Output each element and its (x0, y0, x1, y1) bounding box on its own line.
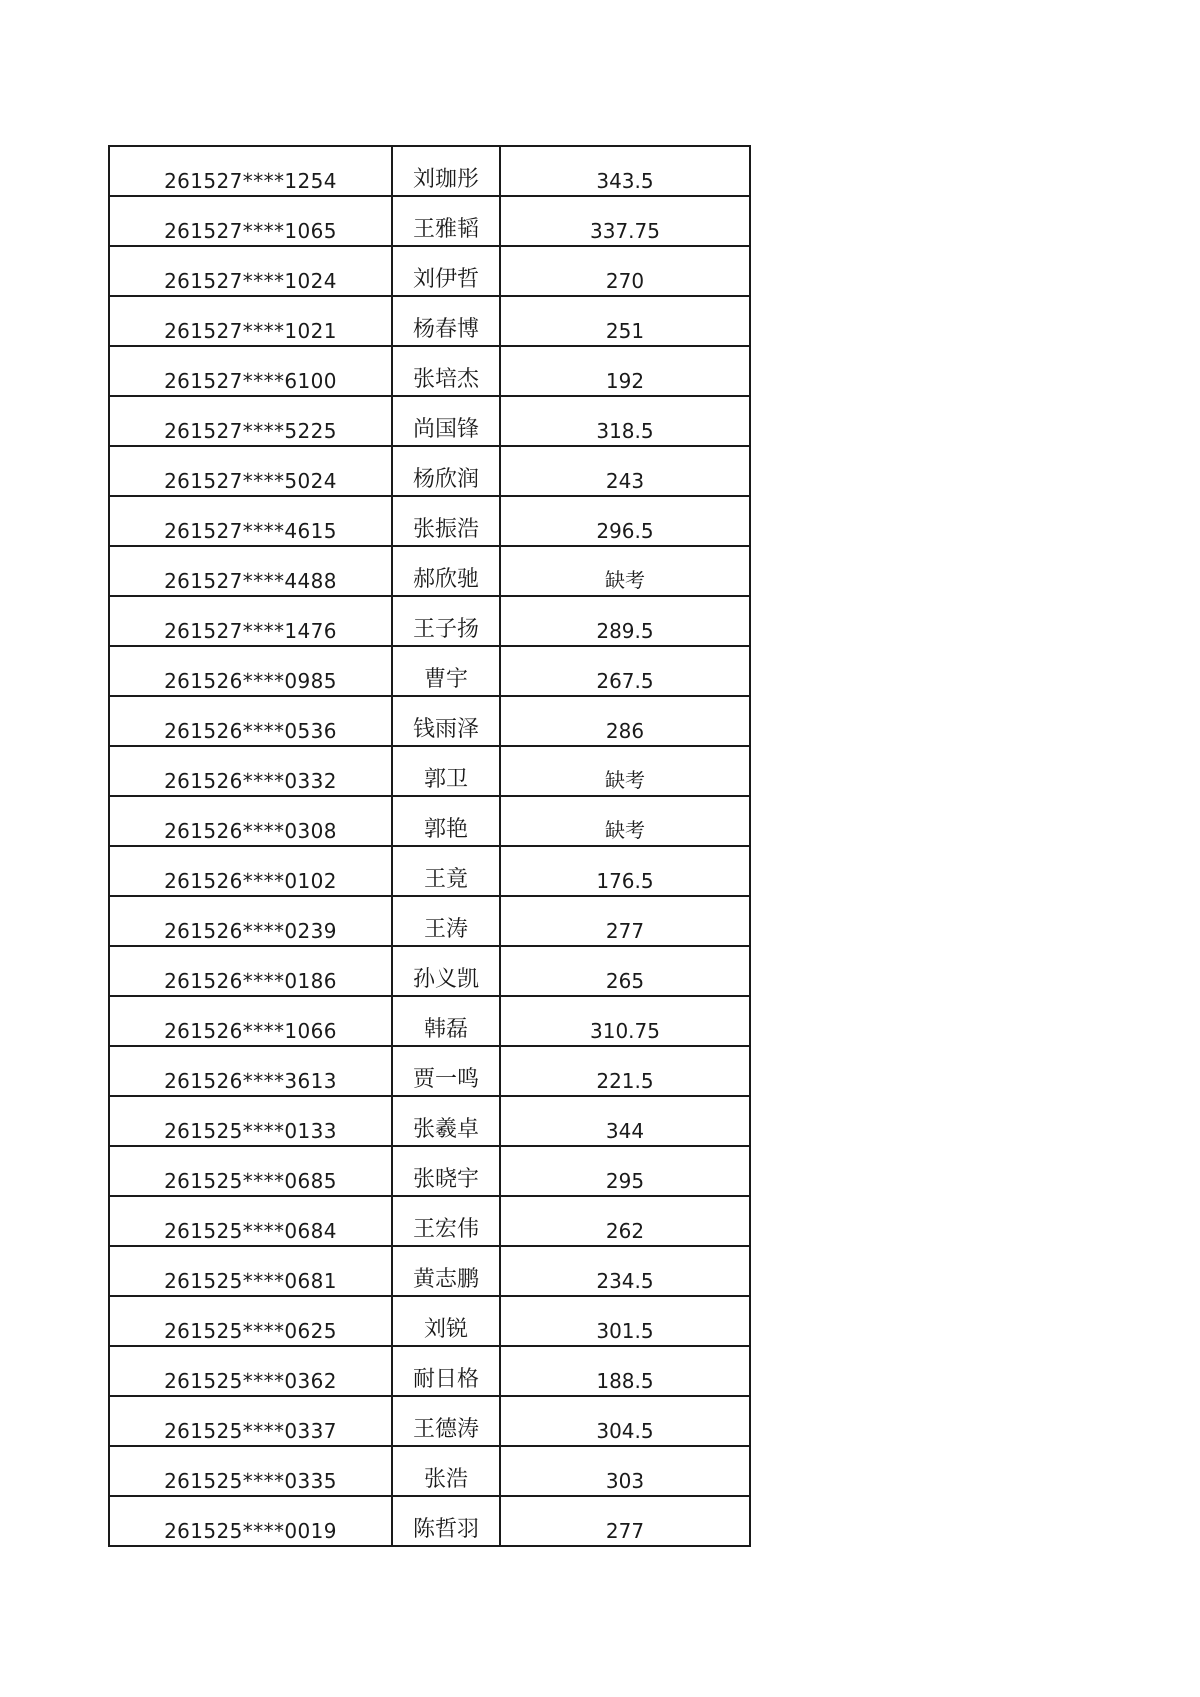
candidate-name-cell-text: 黄志鹏 (412, 1267, 479, 1292)
exam-number-cell (109, 296, 392, 346)
candidate-name-cell (392, 1346, 500, 1396)
exam-number-cell (109, 996, 392, 1046)
candidate-name-cell (392, 996, 500, 1046)
exam-number-cell-text: 261527****1021 (164, 319, 337, 343)
table-row (109, 296, 750, 346)
exam-number-cell-text: 261525****0685 (164, 1169, 337, 1193)
exam-number-cell (109, 346, 392, 396)
candidate-name-cell-text: 郭艳 (423, 817, 468, 842)
score-cell-text: 303 (605, 1469, 645, 1493)
score-cell (500, 646, 750, 696)
exam-number-cell-text: 261526****0239 (164, 919, 337, 943)
exam-number-cell-text: 261525****0684 (164, 1219, 337, 1243)
table-row (109, 196, 750, 246)
exam-number-cell (109, 1446, 392, 1496)
score-cell (500, 296, 750, 346)
candidate-name-cell-text: 王子扬 (412, 617, 479, 642)
exam-number-cell (109, 546, 392, 596)
score-cell (500, 1446, 750, 1496)
exam-number-cell (109, 1046, 392, 1096)
score-cell (500, 1396, 750, 1446)
score-cell-text: 296.5 (596, 519, 654, 543)
table-row (109, 746, 750, 796)
exam-number-cell (109, 1146, 392, 1196)
exam-number-cell-text: 261525****0625 (164, 1319, 337, 1343)
candidate-name-cell (392, 296, 500, 346)
candidate-name-cell-text: 刘伊哲 (412, 267, 479, 292)
exam-number-cell-text: 261526****0536 (164, 719, 337, 743)
table-row (109, 246, 750, 296)
table-row (109, 1146, 750, 1196)
candidate-name-cell-text: 贾一鸣 (412, 1067, 479, 1092)
candidate-name-cell (392, 1296, 500, 1346)
score-cell-text: 270 (605, 269, 645, 293)
score-cell (500, 896, 750, 946)
candidate-name-cell (392, 396, 500, 446)
score-cell (500, 1296, 750, 1346)
candidate-name-cell (392, 946, 500, 996)
table-row (109, 896, 750, 946)
exam-number-cell (109, 196, 392, 246)
exam-number-cell-text: 261526****3613 (164, 1069, 337, 1093)
exam-number-cell-text: 261527****5225 (164, 419, 337, 443)
score-cell (500, 246, 750, 296)
candidate-name-cell-text: 刘珈彤 (412, 167, 479, 192)
exam-number-cell-text: 261527****1024 (164, 269, 337, 293)
exam-number-cell-text: 261526****0102 (164, 869, 337, 893)
table-row (109, 996, 750, 1046)
exam-number-cell (109, 246, 392, 296)
score-cell-text: 343.5 (596, 169, 654, 193)
candidate-name-cell-text: 张晓宇 (412, 1167, 479, 1192)
score-cell (500, 346, 750, 396)
candidate-name-cell (392, 1446, 500, 1496)
candidate-name-cell-text: 王宏伟 (412, 1217, 479, 1242)
exam-number-cell (109, 396, 392, 446)
score-cell-text: 221.5 (596, 1069, 654, 1093)
candidate-name-cell (392, 746, 500, 796)
candidate-name-cell (392, 1196, 500, 1246)
candidate-name-cell (392, 646, 500, 696)
candidate-name-cell-text: 郝欣驰 (412, 567, 479, 592)
score-cell (500, 846, 750, 896)
candidate-name-cell-text: 杨春博 (412, 317, 479, 342)
candidate-name-cell-text: 曹宇 (423, 667, 468, 692)
exam-number-cell-text: 261525****0362 (164, 1369, 337, 1393)
candidate-name-cell (392, 246, 500, 296)
exam-number-cell (109, 146, 392, 196)
candidate-name-cell (392, 146, 500, 196)
exam-number-cell-text: 261526****1066 (164, 1019, 337, 1043)
score-cell (500, 796, 750, 846)
candidate-name-cell (392, 546, 500, 596)
exam-number-cell (109, 446, 392, 496)
score-cell-text: 262 (605, 1219, 645, 1243)
candidate-name-cell-text: 王雅韬 (412, 217, 479, 242)
candidate-name-cell-text: 张浩 (423, 1467, 468, 1492)
exam-number-cell-text: 261525****0337 (164, 1419, 337, 1443)
candidate-name-cell-text: 王涛 (423, 917, 468, 942)
exam-number-cell-text: 261527****4615 (164, 519, 337, 543)
candidate-name-cell (392, 796, 500, 846)
candidate-name-cell-text: 韩磊 (423, 1017, 468, 1042)
exam-number-cell (109, 896, 392, 946)
score-cell (500, 496, 750, 546)
score-cell-text: 缺考 (605, 568, 645, 592)
exam-number-cell-text: 261526****0985 (164, 669, 337, 693)
candidate-name-cell-text: 陈哲羽 (412, 1517, 479, 1542)
score-cell (500, 996, 750, 1046)
candidate-name-cell (392, 696, 500, 746)
score-cell (500, 1496, 750, 1546)
exam-number-cell-text: 261527****1065 (164, 219, 337, 243)
candidate-name-cell-text: 王竟 (423, 867, 468, 892)
candidate-name-cell-text: 孙义凯 (412, 967, 479, 992)
score-cell (500, 396, 750, 446)
score-cell-text: 176.5 (596, 869, 654, 893)
table-row (109, 1296, 750, 1346)
candidate-name-cell (392, 496, 500, 546)
score-cell (500, 1046, 750, 1096)
exam-number-cell-text: 261527****6100 (164, 369, 337, 393)
table-row (109, 1446, 750, 1496)
exam-number-cell (109, 746, 392, 796)
exam-number-cell-text: 261526****0332 (164, 769, 337, 793)
exam-number-cell-text: 261525****0133 (164, 1119, 337, 1143)
score-cell (500, 1346, 750, 1396)
score-cell-text: 304.5 (596, 1419, 654, 1443)
table-row (109, 796, 750, 846)
score-cell (500, 1196, 750, 1246)
candidate-name-cell-text: 张羲卓 (412, 1117, 479, 1142)
table-row (109, 1096, 750, 1146)
table-row (109, 1346, 750, 1396)
exam-number-cell (109, 496, 392, 546)
exam-number-cell-text: 261527****1254 (164, 169, 337, 193)
table-row (109, 546, 750, 596)
score-cell-text: 277 (605, 919, 645, 943)
score-cell-text: 310.75 (590, 1019, 660, 1043)
exam-number-cell (109, 696, 392, 746)
score-cell-text: 337.75 (590, 219, 660, 243)
exam-number-cell (109, 646, 392, 696)
exam-number-cell (109, 1396, 392, 1446)
candidate-name-cell (392, 1146, 500, 1196)
table-row (109, 1196, 750, 1246)
table-row (109, 1396, 750, 1446)
candidate-name-cell-text: 王德涛 (412, 1417, 479, 1442)
score-cell (500, 196, 750, 246)
score-cell-text: 267.5 (596, 669, 654, 693)
candidate-name-cell (392, 1496, 500, 1546)
score-cell-text: 318.5 (596, 419, 654, 443)
exam-number-cell-text: 261527****4488 (164, 569, 337, 593)
candidate-name-cell (392, 1046, 500, 1096)
score-cell-text: 277 (605, 1519, 645, 1543)
candidate-name-cell (392, 1096, 500, 1146)
candidate-name-cell (392, 346, 500, 396)
exam-number-cell (109, 1296, 392, 1346)
exam-number-cell (109, 846, 392, 896)
table-row (109, 396, 750, 446)
candidate-name-cell-text: 耐日格 (412, 1367, 479, 1392)
candidate-name-cell (392, 896, 500, 946)
score-cell-text: 243 (605, 469, 645, 493)
exam-number-cell (109, 596, 392, 646)
exam-number-cell-text: 261525****0019 (164, 1519, 337, 1543)
table-row (109, 346, 750, 396)
score-cell-text: 188.5 (596, 1369, 654, 1393)
table-row (109, 1046, 750, 1096)
score-cell (500, 1246, 750, 1296)
score-cell-text: 251 (605, 319, 645, 343)
score-cell-text: 289.5 (596, 619, 654, 643)
score-cell (500, 596, 750, 646)
score-cell (500, 746, 750, 796)
exam-number-cell (109, 1246, 392, 1296)
table-row (109, 946, 750, 996)
exam-number-cell (109, 796, 392, 846)
candidate-name-cell-text: 尚国锋 (412, 417, 479, 442)
score-cell (500, 446, 750, 496)
exam-number-cell-text: 261526****0186 (164, 969, 337, 993)
table-row (109, 446, 750, 496)
score-cell-text: 缺考 (605, 818, 645, 842)
table-row (109, 1246, 750, 1296)
exam-number-cell (109, 1196, 392, 1246)
candidate-name-cell-text: 郭卫 (423, 767, 468, 792)
score-cell-text: 缺考 (605, 768, 645, 792)
score-cell-text: 192 (605, 369, 645, 393)
exam-number-cell-text: 261526****0308 (164, 819, 337, 843)
score-cell (500, 696, 750, 746)
score-cell-text: 295 (605, 1169, 645, 1193)
candidate-name-cell (392, 196, 500, 246)
table-row (109, 496, 750, 546)
exam-number-cell (109, 1346, 392, 1396)
candidate-name-cell-text: 杨欣润 (412, 467, 479, 492)
score-cell (500, 1146, 750, 1196)
candidate-name-cell-text: 张振浩 (412, 517, 479, 542)
candidate-name-cell (392, 446, 500, 496)
candidate-name-cell-text: 张培杰 (412, 367, 479, 392)
candidate-name-cell (392, 1246, 500, 1296)
exam-number-cell-text: 261527****1476 (164, 619, 337, 643)
score-table (108, 145, 751, 1547)
score-table-body (109, 146, 750, 1546)
exam-number-cell (109, 946, 392, 996)
table-row (109, 146, 750, 196)
score-cell (500, 1096, 750, 1146)
candidate-name-cell (392, 846, 500, 896)
candidate-name-cell (392, 1396, 500, 1446)
score-cell-text: 286 (605, 719, 645, 743)
candidate-name-cell-text: 钱雨泽 (412, 717, 479, 742)
table-row (109, 596, 750, 646)
candidate-name-cell-text: 刘锐 (423, 1317, 468, 1342)
exam-number-cell-text: 261525****0681 (164, 1269, 337, 1293)
score-cell-text: 234.5 (596, 1269, 654, 1293)
table-row (109, 696, 750, 746)
score-cell (500, 946, 750, 996)
score-cell-text: 265 (605, 969, 645, 993)
table-row (109, 846, 750, 896)
score-cell-text: 344 (605, 1119, 645, 1143)
score-cell (500, 546, 750, 596)
exam-number-cell-text: 261525****0335 (164, 1469, 337, 1493)
score-cell (500, 146, 750, 196)
exam-number-cell-text: 261527****5024 (164, 469, 337, 493)
exam-number-cell (109, 1096, 392, 1146)
table-row (109, 646, 750, 696)
candidate-name-cell (392, 596, 500, 646)
score-cell-text: 301.5 (596, 1319, 654, 1343)
table-row (109, 1496, 750, 1546)
exam-number-cell (109, 1496, 392, 1546)
